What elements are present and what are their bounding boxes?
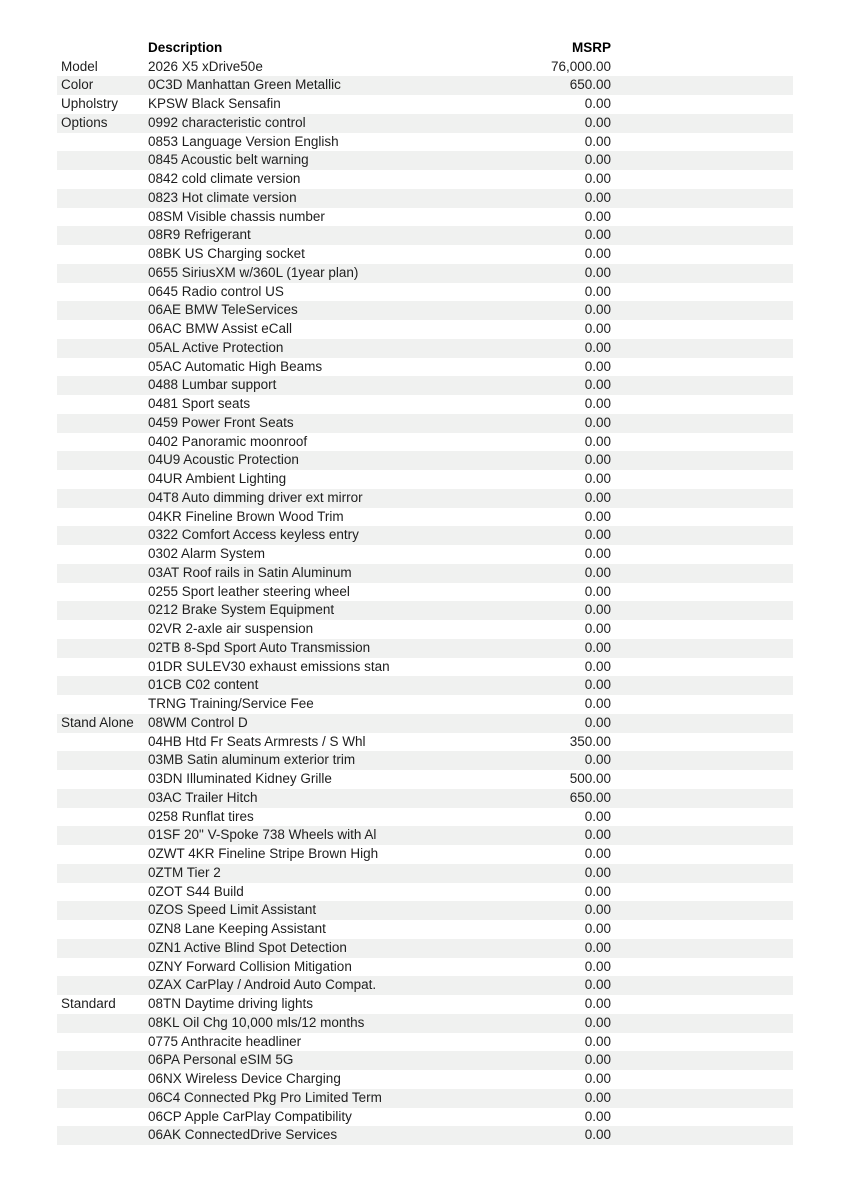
- row-category-label: [57, 883, 148, 902]
- table-header-row: [57, 39, 793, 58]
- table-row: [57, 170, 793, 189]
- row-msrp-value: 0.00: [584, 133, 611, 149]
- row-description: 0459 Power Front Seats: [148, 414, 294, 430]
- row-msrp-value: 0.00: [584, 264, 611, 280]
- row-description: 08BK US Charging socket: [148, 246, 305, 262]
- table-row: [57, 995, 793, 1014]
- row-category-label: [57, 564, 148, 583]
- row-description: 0212 Brake System Equipment: [148, 602, 335, 618]
- row-filler: [611, 414, 793, 433]
- row-filler: [611, 1089, 793, 1108]
- row-filler: [611, 358, 793, 377]
- row-filler: [611, 920, 793, 939]
- row-filler: [611, 1051, 793, 1070]
- row-filler: [611, 226, 793, 245]
- row-filler: [611, 639, 793, 658]
- table-row: [57, 695, 793, 714]
- row-msrp-value: 0.00: [584, 1089, 611, 1105]
- row-filler: [611, 864, 793, 883]
- row-msrp-value: 0.00: [584, 846, 611, 862]
- header-description: Description: [148, 39, 223, 55]
- row-msrp-value: 0.00: [584, 1014, 611, 1030]
- row-description: 0845 Acoustic belt warning: [148, 152, 309, 168]
- table-row: [57, 1070, 793, 1089]
- row-category-label: [57, 826, 148, 845]
- row-msrp-value: 0.00: [584, 921, 611, 937]
- row-description: 0ZN8 Lane Keeping Assistant: [148, 921, 326, 937]
- row-filler: [611, 245, 793, 264]
- row-category-label: [57, 170, 148, 189]
- table-row: [57, 226, 793, 245]
- table-row: [57, 189, 793, 208]
- row-description: 0ZN1 Active Blind Spot Detection: [148, 939, 347, 955]
- row-description: 05AL Active Protection: [148, 339, 284, 355]
- row-category-label: Model: [61, 58, 98, 74]
- row-category-label: [57, 920, 148, 939]
- row-description: 2026 X5 xDrive50e: [148, 58, 263, 74]
- row-description: 03AC Trailer Hitch: [148, 789, 258, 805]
- row-msrp-value: 0.00: [584, 527, 611, 543]
- row-description: 08WM Control D: [148, 714, 248, 730]
- row-description: 0ZTM Tier 2: [148, 864, 221, 880]
- header-category: [57, 39, 148, 58]
- row-description: 05AC Automatic High Beams: [148, 358, 323, 374]
- row-category-label: [57, 545, 148, 564]
- row-description: 04UR Ambient Lighting: [148, 471, 287, 487]
- row-description: 0255 Sport leather steering wheel: [148, 583, 350, 599]
- row-description: 0645 Radio control US: [148, 283, 284, 299]
- row-filler: [611, 1014, 793, 1033]
- row-filler: [611, 114, 793, 133]
- row-description: TRNG Training/Service Fee: [148, 696, 314, 712]
- table-row: [57, 76, 793, 95]
- row-category-label: [57, 151, 148, 170]
- row-category-label: [57, 1051, 148, 1070]
- row-category-label: [57, 189, 148, 208]
- row-msrp-value: 0.00: [584, 883, 611, 899]
- row-filler: [611, 526, 793, 545]
- row-msrp-value: 0.00: [584, 246, 611, 262]
- row-category-label: [57, 358, 148, 377]
- row-msrp-value: 0.00: [584, 96, 611, 112]
- row-description: 04U9 Acoustic Protection: [148, 452, 299, 468]
- table-row: [57, 470, 793, 489]
- table-row: [57, 414, 793, 433]
- row-description: 0ZAX CarPlay / Android Auto Compat.: [148, 977, 377, 993]
- row-msrp-value: 0.00: [584, 1052, 611, 1068]
- row-msrp-value: 0.00: [584, 471, 611, 487]
- table-row: [57, 433, 793, 452]
- table-row: [57, 864, 793, 883]
- row-category-label: [57, 1033, 148, 1052]
- row-category-label: [57, 526, 148, 545]
- row-category-label: [57, 433, 148, 452]
- row-filler: [611, 451, 793, 470]
- table-row: [57, 845, 793, 864]
- row-filler: [611, 601, 793, 620]
- row-category-label: [57, 601, 148, 620]
- row-description: 08KL Oil Chg 10,000 mls/12 months: [148, 1014, 365, 1030]
- row-msrp-value: 0.00: [584, 189, 611, 205]
- row-filler: [611, 133, 793, 152]
- row-filler: [611, 845, 793, 864]
- table-row: [57, 826, 793, 845]
- row-category-label: [57, 658, 148, 677]
- row-description: 0ZOS Speed Limit Assistant: [148, 902, 317, 918]
- row-description: 06NX Wireless Device Charging: [148, 1071, 341, 1087]
- row-category-label: [57, 376, 148, 395]
- row-category-label: Options: [61, 114, 108, 130]
- row-msrp-value: 0.00: [584, 358, 611, 374]
- row-msrp-value: 0.00: [584, 827, 611, 843]
- table-row: [57, 358, 793, 377]
- row-msrp-value: 0.00: [584, 939, 611, 955]
- row-msrp-value: 0.00: [584, 902, 611, 918]
- row-category-label: [57, 283, 148, 302]
- row-category-label: [57, 939, 148, 958]
- row-msrp-value: 0.00: [584, 564, 611, 580]
- row-filler: [611, 470, 793, 489]
- row-msrp-value: 0.00: [584, 302, 611, 318]
- row-msrp-value: 0.00: [584, 227, 611, 243]
- row-filler: [611, 676, 793, 695]
- table-row: [57, 564, 793, 583]
- row-msrp-value: 0.00: [584, 339, 611, 355]
- row-description: 0302 Alarm System: [148, 546, 266, 562]
- row-filler: [611, 714, 793, 733]
- row-description: KPSW Black Sensafin: [148, 96, 281, 112]
- row-category-label: [57, 901, 148, 920]
- row-filler: [611, 789, 793, 808]
- row-filler: [611, 883, 793, 902]
- table-row: [57, 976, 793, 995]
- table-row: [57, 620, 793, 639]
- row-filler: [611, 658, 793, 677]
- row-msrp-value: 0.00: [584, 696, 611, 712]
- row-msrp-value: 0.00: [584, 864, 611, 880]
- row-category-label: [57, 770, 148, 789]
- row-description: 0853 Language Version English: [148, 133, 339, 149]
- row-msrp-value: 0.00: [584, 171, 611, 187]
- table-row: [57, 939, 793, 958]
- row-description: 0ZNY Forward Collision Mitigation: [148, 958, 352, 974]
- row-description: 01SF 20" V-Spoke 738 Wheels with Al: [148, 827, 377, 843]
- table-row: [57, 901, 793, 920]
- table-row: [57, 376, 793, 395]
- row-description: 03DN Illuminated Kidney Grille: [148, 771, 332, 787]
- row-filler: [611, 751, 793, 770]
- row-msrp-value: 650.00: [569, 789, 611, 805]
- row-msrp-value: 500.00: [569, 771, 611, 787]
- row-msrp-value: 0.00: [584, 1108, 611, 1124]
- header-filler: [611, 39, 793, 58]
- row-category-label: [57, 976, 148, 995]
- row-msrp-value: 0.00: [584, 377, 611, 393]
- row-description: 0258 Runflat tires: [148, 808, 254, 824]
- row-category-label: Upholstry: [61, 96, 119, 112]
- row-filler: [611, 620, 793, 639]
- row-category-label: [57, 1126, 148, 1145]
- row-description: 0488 Lumbar support: [148, 377, 277, 393]
- row-description: 0322 Comfort Access keyless entry: [148, 527, 359, 543]
- row-msrp-value: 650.00: [569, 77, 611, 93]
- row-msrp-value: 0.00: [584, 152, 611, 168]
- row-description: 0655 SiriusXM w/360L (1year plan): [148, 264, 359, 280]
- row-description: 02TB 8-Spd Sport Auto Transmission: [148, 639, 371, 655]
- table-row: [57, 1014, 793, 1033]
- table-row: [57, 151, 793, 170]
- row-filler: [611, 995, 793, 1014]
- row-filler: [611, 770, 793, 789]
- row-msrp-value: 0.00: [584, 452, 611, 468]
- row-filler: [611, 339, 793, 358]
- table-row: [57, 601, 793, 620]
- row-filler: [611, 733, 793, 752]
- row-category-label: Stand Alone: [61, 714, 134, 730]
- row-description: 04HB Htd Fr Seats Armrests / S Whl: [148, 733, 366, 749]
- row-description: 04T8 Auto dimming driver ext mirror: [148, 489, 363, 505]
- row-msrp-value: 0.00: [584, 958, 611, 974]
- row-category-label: [57, 208, 148, 227]
- row-filler: [611, 1108, 793, 1127]
- row-category-label: [57, 133, 148, 152]
- row-description: 0C3D Manhattan Green Metallic: [148, 77, 341, 93]
- table-row: [57, 676, 793, 695]
- row-description: 0481 Sport seats: [148, 396, 251, 412]
- row-filler: [611, 189, 793, 208]
- row-description: 0775 Anthracite headliner: [148, 1033, 302, 1049]
- row-msrp-value: 76,000.00: [550, 58, 611, 74]
- row-msrp-value: 0.00: [584, 583, 611, 599]
- row-category-label: [57, 395, 148, 414]
- row-filler: [611, 489, 793, 508]
- row-msrp-value: 0.00: [584, 114, 611, 130]
- table-row: [57, 1126, 793, 1145]
- row-msrp-value: 0.00: [584, 808, 611, 824]
- row-category-label: Standard: [61, 996, 116, 1012]
- row-category-label: [57, 489, 148, 508]
- row-filler: [611, 901, 793, 920]
- row-msrp-value: 0.00: [584, 714, 611, 730]
- table-row: [57, 114, 793, 133]
- row-filler: [611, 395, 793, 414]
- row-msrp-value: 0.00: [584, 1033, 611, 1049]
- row-category-label: [57, 1108, 148, 1127]
- row-description: 06AK ConnectedDrive Services: [148, 1127, 338, 1143]
- row-category-label: [57, 695, 148, 714]
- table-row: [57, 639, 793, 658]
- header-msrp: MSRP: [571, 39, 611, 55]
- row-filler: [611, 958, 793, 977]
- table-row: [57, 958, 793, 977]
- row-msrp-value: 350.00: [569, 733, 611, 749]
- table-row: [57, 583, 793, 602]
- row-filler: [611, 808, 793, 827]
- row-category-label: [57, 789, 148, 808]
- row-category-label: [57, 451, 148, 470]
- table-row: [57, 526, 793, 545]
- row-description: 06PA Personal eSIM 5G: [148, 1052, 294, 1068]
- row-msrp-value: 0.00: [584, 396, 611, 412]
- row-msrp-value: 0.00: [584, 414, 611, 430]
- row-category-label: [57, 508, 148, 527]
- table-row: [57, 489, 793, 508]
- row-description: 0823 Hot climate version: [148, 189, 297, 205]
- row-description: 0402 Panoramic moonroof: [148, 433, 308, 449]
- table-row: [57, 1089, 793, 1108]
- row-filler: [611, 320, 793, 339]
- table-row: [57, 770, 793, 789]
- row-msrp-value: 0.00: [584, 977, 611, 993]
- row-category-label: [57, 339, 148, 358]
- row-description: 02VR 2-axle air suspension: [148, 621, 314, 637]
- row-filler: [611, 1033, 793, 1052]
- table-row: [57, 245, 793, 264]
- row-description: 06AC BMW Assist eCall: [148, 321, 293, 337]
- row-msrp-value: 0.00: [584, 752, 611, 768]
- row-filler: [611, 826, 793, 845]
- table-row: [57, 320, 793, 339]
- row-filler: [611, 208, 793, 227]
- table-row: [57, 283, 793, 302]
- row-msrp-value: 0.00: [584, 433, 611, 449]
- table-row: [57, 95, 793, 114]
- table-row: [57, 133, 793, 152]
- table-row: [57, 1108, 793, 1127]
- row-category-label: [57, 583, 148, 602]
- table-row: [57, 1051, 793, 1070]
- row-description: 04KR Fineline Brown Wood Trim: [148, 508, 344, 524]
- row-filler: [611, 283, 793, 302]
- row-category-label: [57, 620, 148, 639]
- row-category-label: [57, 264, 148, 283]
- table-row: [57, 508, 793, 527]
- row-category-label: [57, 845, 148, 864]
- table-row: [57, 883, 793, 902]
- row-description: 0992 characteristic control: [148, 114, 306, 130]
- row-category-label: [57, 226, 148, 245]
- row-description: 0842 cold climate version: [148, 171, 301, 187]
- table-row: [57, 264, 793, 283]
- row-category-label: [57, 864, 148, 883]
- row-category-label: [57, 1070, 148, 1089]
- row-filler: [611, 433, 793, 452]
- row-msrp-value: 0.00: [584, 1127, 611, 1143]
- table-row: [57, 339, 793, 358]
- row-filler: [611, 264, 793, 283]
- table-row: [57, 395, 793, 414]
- row-filler: [611, 583, 793, 602]
- row-description: 08TN Daytime driving lights: [148, 996, 314, 1012]
- row-msrp-value: 0.00: [584, 677, 611, 693]
- row-category-label: [57, 958, 148, 977]
- row-category-label: [57, 301, 148, 320]
- row-description: 01CB C02 content: [148, 677, 259, 693]
- row-category-label: [57, 1089, 148, 1108]
- row-msrp-value: 0.00: [584, 1071, 611, 1087]
- table-row: [57, 545, 793, 564]
- row-description: 01DR SULEV30 exhaust emissions stan: [148, 658, 390, 674]
- row-filler: [611, 58, 793, 77]
- row-filler: [611, 939, 793, 958]
- row-msrp-value: 0.00: [584, 602, 611, 618]
- row-category-label: [57, 639, 148, 658]
- row-category-label: [57, 751, 148, 770]
- row-filler: [611, 508, 793, 527]
- row-msrp-value: 0.00: [584, 621, 611, 637]
- options-table: [57, 39, 793, 1145]
- row-category-label: [57, 733, 148, 752]
- row-category-label: [57, 808, 148, 827]
- table-row: [57, 451, 793, 470]
- row-msrp-value: 0.00: [584, 489, 611, 505]
- row-msrp-value: 0.00: [584, 639, 611, 655]
- row-filler: [611, 976, 793, 995]
- row-filler: [611, 151, 793, 170]
- row-filler: [611, 376, 793, 395]
- row-filler: [611, 1126, 793, 1145]
- row-category-label: [57, 1014, 148, 1033]
- row-filler: [611, 170, 793, 189]
- row-description: 0ZOT S44 Build: [148, 883, 244, 899]
- row-msrp-value: 0.00: [584, 208, 611, 224]
- row-filler: [611, 76, 793, 95]
- row-description: 03MB Satin aluminum exterior trim: [148, 752, 356, 768]
- table-row: [57, 658, 793, 677]
- row-msrp-value: 0.00: [584, 546, 611, 562]
- table-row: [57, 58, 793, 77]
- row-filler: [611, 545, 793, 564]
- table-row: [57, 751, 793, 770]
- row-filler: [611, 1070, 793, 1089]
- row-category-label: [57, 320, 148, 339]
- table-row: [57, 789, 793, 808]
- row-category-label: [57, 676, 148, 695]
- row-description: 03AT Roof rails in Satin Aluminum: [148, 564, 352, 580]
- row-filler: [611, 695, 793, 714]
- row-category-label: [57, 470, 148, 489]
- table-row: [57, 1033, 793, 1052]
- row-description: 06AE BMW TeleServices: [148, 302, 298, 318]
- table-row: [57, 920, 793, 939]
- table-row: [57, 714, 793, 733]
- row-msrp-value: 0.00: [584, 508, 611, 524]
- table-row: [57, 301, 793, 320]
- row-msrp-value: 0.00: [584, 321, 611, 337]
- row-description: 08R9 Refrigerant: [148, 227, 251, 243]
- row-filler: [611, 301, 793, 320]
- row-filler: [611, 95, 793, 114]
- row-description: 06CP Apple CarPlay Compatibility: [148, 1108, 352, 1124]
- row-msrp-value: 0.00: [584, 283, 611, 299]
- row-category-label: [57, 414, 148, 433]
- row-msrp-value: 0.00: [584, 658, 611, 674]
- table-row: [57, 733, 793, 752]
- row-description: 06C4 Connected Pkg Pro Limited Term: [148, 1089, 382, 1105]
- table-row: [57, 208, 793, 227]
- row-description: 08SM Visible chassis number: [148, 208, 325, 224]
- table-body: [57, 58, 793, 1146]
- row-msrp-value: 0.00: [584, 996, 611, 1012]
- row-category-label: [57, 245, 148, 264]
- row-filler: [611, 564, 793, 583]
- row-description: 0ZWT 4KR Fineline Stripe Brown High: [148, 846, 379, 862]
- row-category-label: Color: [61, 77, 94, 93]
- table-row: [57, 808, 793, 827]
